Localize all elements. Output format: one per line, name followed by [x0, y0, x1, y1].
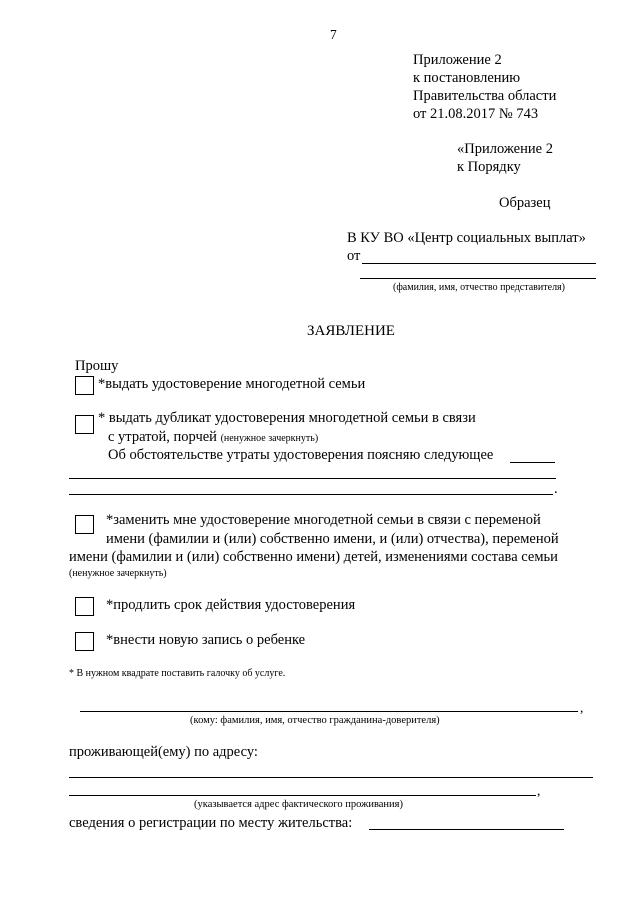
residence-caption: (указывается адрес фактического проживания): [194, 799, 403, 810]
option-3-checkbox[interactable]: [75, 515, 94, 534]
option-3-label-line-3: имени (фамилии и (или) собственно имени) детей, изменениями состава семьи: [69, 549, 558, 565]
option-4-checkbox[interactable]: [75, 597, 94, 616]
request-label: Прошу: [75, 358, 119, 374]
option-5-checkbox[interactable]: [75, 632, 94, 651]
recipient-end: ,: [580, 700, 584, 715]
header-line-2: к постановлению: [413, 70, 521, 86]
residence-end: ,: [537, 783, 541, 798]
addressee-caption: (фамилия, имя, отчество представителя): [393, 282, 565, 293]
option-1-label: *выдать удостоверение многодетной семьи: [98, 376, 366, 392]
page-number: 7: [330, 27, 337, 42]
header-line-4: от 21.08.2017 № 743: [413, 106, 539, 122]
header-line-6: к Порядку: [457, 159, 521, 175]
option-4-label: *продлить срок действия удостоверения: [106, 597, 356, 613]
document-title: ЗАЯВЛЕНИЕ: [307, 323, 395, 339]
option-3-strike-note: (ненужное зачеркнуть): [69, 568, 167, 579]
option-2-checkbox[interactable]: [75, 415, 94, 434]
option-2-label-line-2: [108, 429, 318, 446]
option-3-label-line-1: *заменить мне удостоверение многодетной семьи в связи с переменой: [106, 512, 541, 528]
header-line-1: Приложение 2: [413, 52, 502, 68]
explanation-input-line-2[interactable]: [69, 478, 556, 479]
registration-label: сведения о регистрации по месту жительства:: [69, 815, 353, 831]
sample-label: Образец: [499, 195, 551, 211]
explanation-end: .: [554, 481, 558, 497]
option-2-label-line-3: Об обстоятельстве утраты удостоверения поясняю следующее: [108, 447, 494, 463]
residence-input-line-1[interactable]: [69, 777, 593, 778]
header-line-5: «Приложение 2: [457, 141, 553, 157]
recipient-input-line[interactable]: [80, 711, 578, 712]
option-2-strike-note: (ненужное зачеркнуть): [220, 433, 319, 444]
header-line-3: Правительства области: [413, 88, 557, 104]
registration-input-line[interactable]: [369, 829, 564, 830]
option-3-label-line-2: имени (фамилии и (или) собственно имени, и (или) отчества), переменой: [106, 531, 559, 547]
addressee-to: В КУ ВО «Центр социальных выплат»: [347, 230, 586, 246]
footnote: * В нужном квадрате поставить галочку об услуге.: [69, 668, 286, 679]
option-5-label: *внести новую запись о ребенке: [106, 632, 306, 648]
residence-label: проживающей(ему) по адресу:: [69, 744, 258, 760]
option-1-checkbox[interactable]: [75, 376, 94, 395]
explanation-input-line-3[interactable]: [69, 494, 553, 495]
recipient-caption: (кому: фамилия, имя, отчество гражданина-доверителя): [190, 715, 440, 726]
addressee-from-label: от: [347, 248, 361, 264]
option-2-label-line-1: * выдать дубликат удостоверения многодетной семьи в связи: [98, 410, 476, 426]
residence-input-line-2[interactable]: [69, 795, 536, 796]
option-2-loss-text: с утратой, порчей: [108, 429, 217, 445]
from-input-line[interactable]: [362, 263, 596, 264]
from-input-line-2[interactable]: [360, 278, 596, 279]
explanation-input-line-1[interactable]: [510, 462, 555, 463]
